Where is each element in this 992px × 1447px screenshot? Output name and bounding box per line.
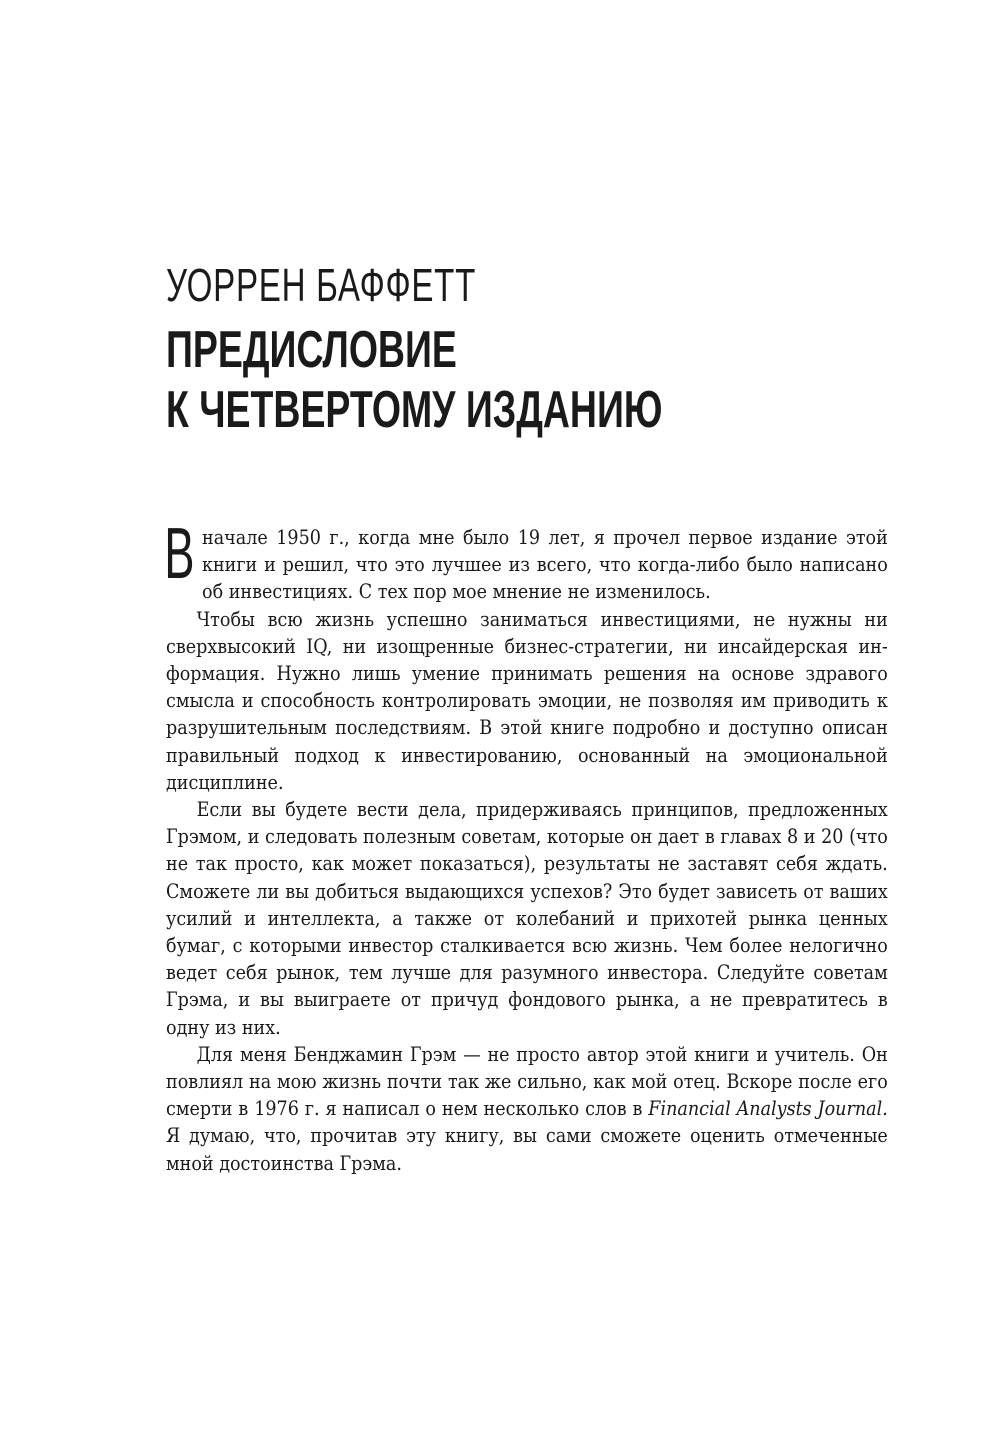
chapter-heading	[166, 258, 926, 440]
journal-title: Financial Analysts Journal.	[648, 1097, 888, 1121]
chapter-title-line-1: ПРЕДИСЛОВИЕ	[166, 321, 457, 379]
drop-cap: В	[164, 514, 195, 594]
paragraph-2: Чтобы всю жизнь успешно заниматься инвестициями, не нужны ни сверхвысокий IQ, ни изощренные бизнес-стратегии, ни инсайдерская информация. Нужно лишь умение принимать решения на основе здравого смысла и способность контролировать эмоции, не позволяя им приводить к разрушительным последствиям. В этой книге подробно и доступно описан правильный подход к инвестированию, основанный на эмоциональной дисциплине.	[166, 607, 888, 794]
paragraph-4	[166, 1041, 888, 1177]
paragraph-4-text-start: Для меня Бенджамин Грэм — не просто автор этой книги и учитель. Он повлиял на мою жизнь почти так же сильно, как мой отец. Вскоре после его смерти в 1976 г. я написал о нем несколько слов в	[166, 1042, 888, 1121]
paragraph-1	[164, 514, 888, 606]
body-text	[164, 514, 888, 1177]
paragraph-3: Если вы будете вести дела, придерживаясь принципов, предложенных Грэмом, и следовать полезным советам, которые он дает в главах 8 и 20 (что не так просто, как может показаться), результаты не заставят себя ждать. Сможете ли вы добиться выдающихся успехов? Это будет зависеть от ваших усилий и интеллекта, а также от колебаний и прихотей рынка ценных бумаг, с которыми инвестор сталкивается всю жизнь. Чем более нелогично ведет себя рынок, тем лучше для разумного инвестора. Следуйте советам Грэма, и вы выиграете от причуд фондового рынка, а не превратитесь в одну из них.	[166, 798, 888, 1039]
chapter-title-line-2: К ЧЕТВЕРТОМУ ИЗДАНИЮ	[166, 381, 663, 439]
paragraph-1-text: начале 1950 г., когда мне было 19 лет, я прочел первое издание этой книги и решил, что это лучшее из всего, что когда-либо было написано об инвестициях. С тех пор мое мнение не изменилось.	[202, 526, 888, 604]
paragraph-4-text-end: Я думаю, что, прочитав эту книгу, вы сами сможете оценить отмеченные мной достоинства Грэма.	[166, 1124, 888, 1175]
author-name: УОРРЕН БАФФЕТТ	[166, 259, 477, 311]
